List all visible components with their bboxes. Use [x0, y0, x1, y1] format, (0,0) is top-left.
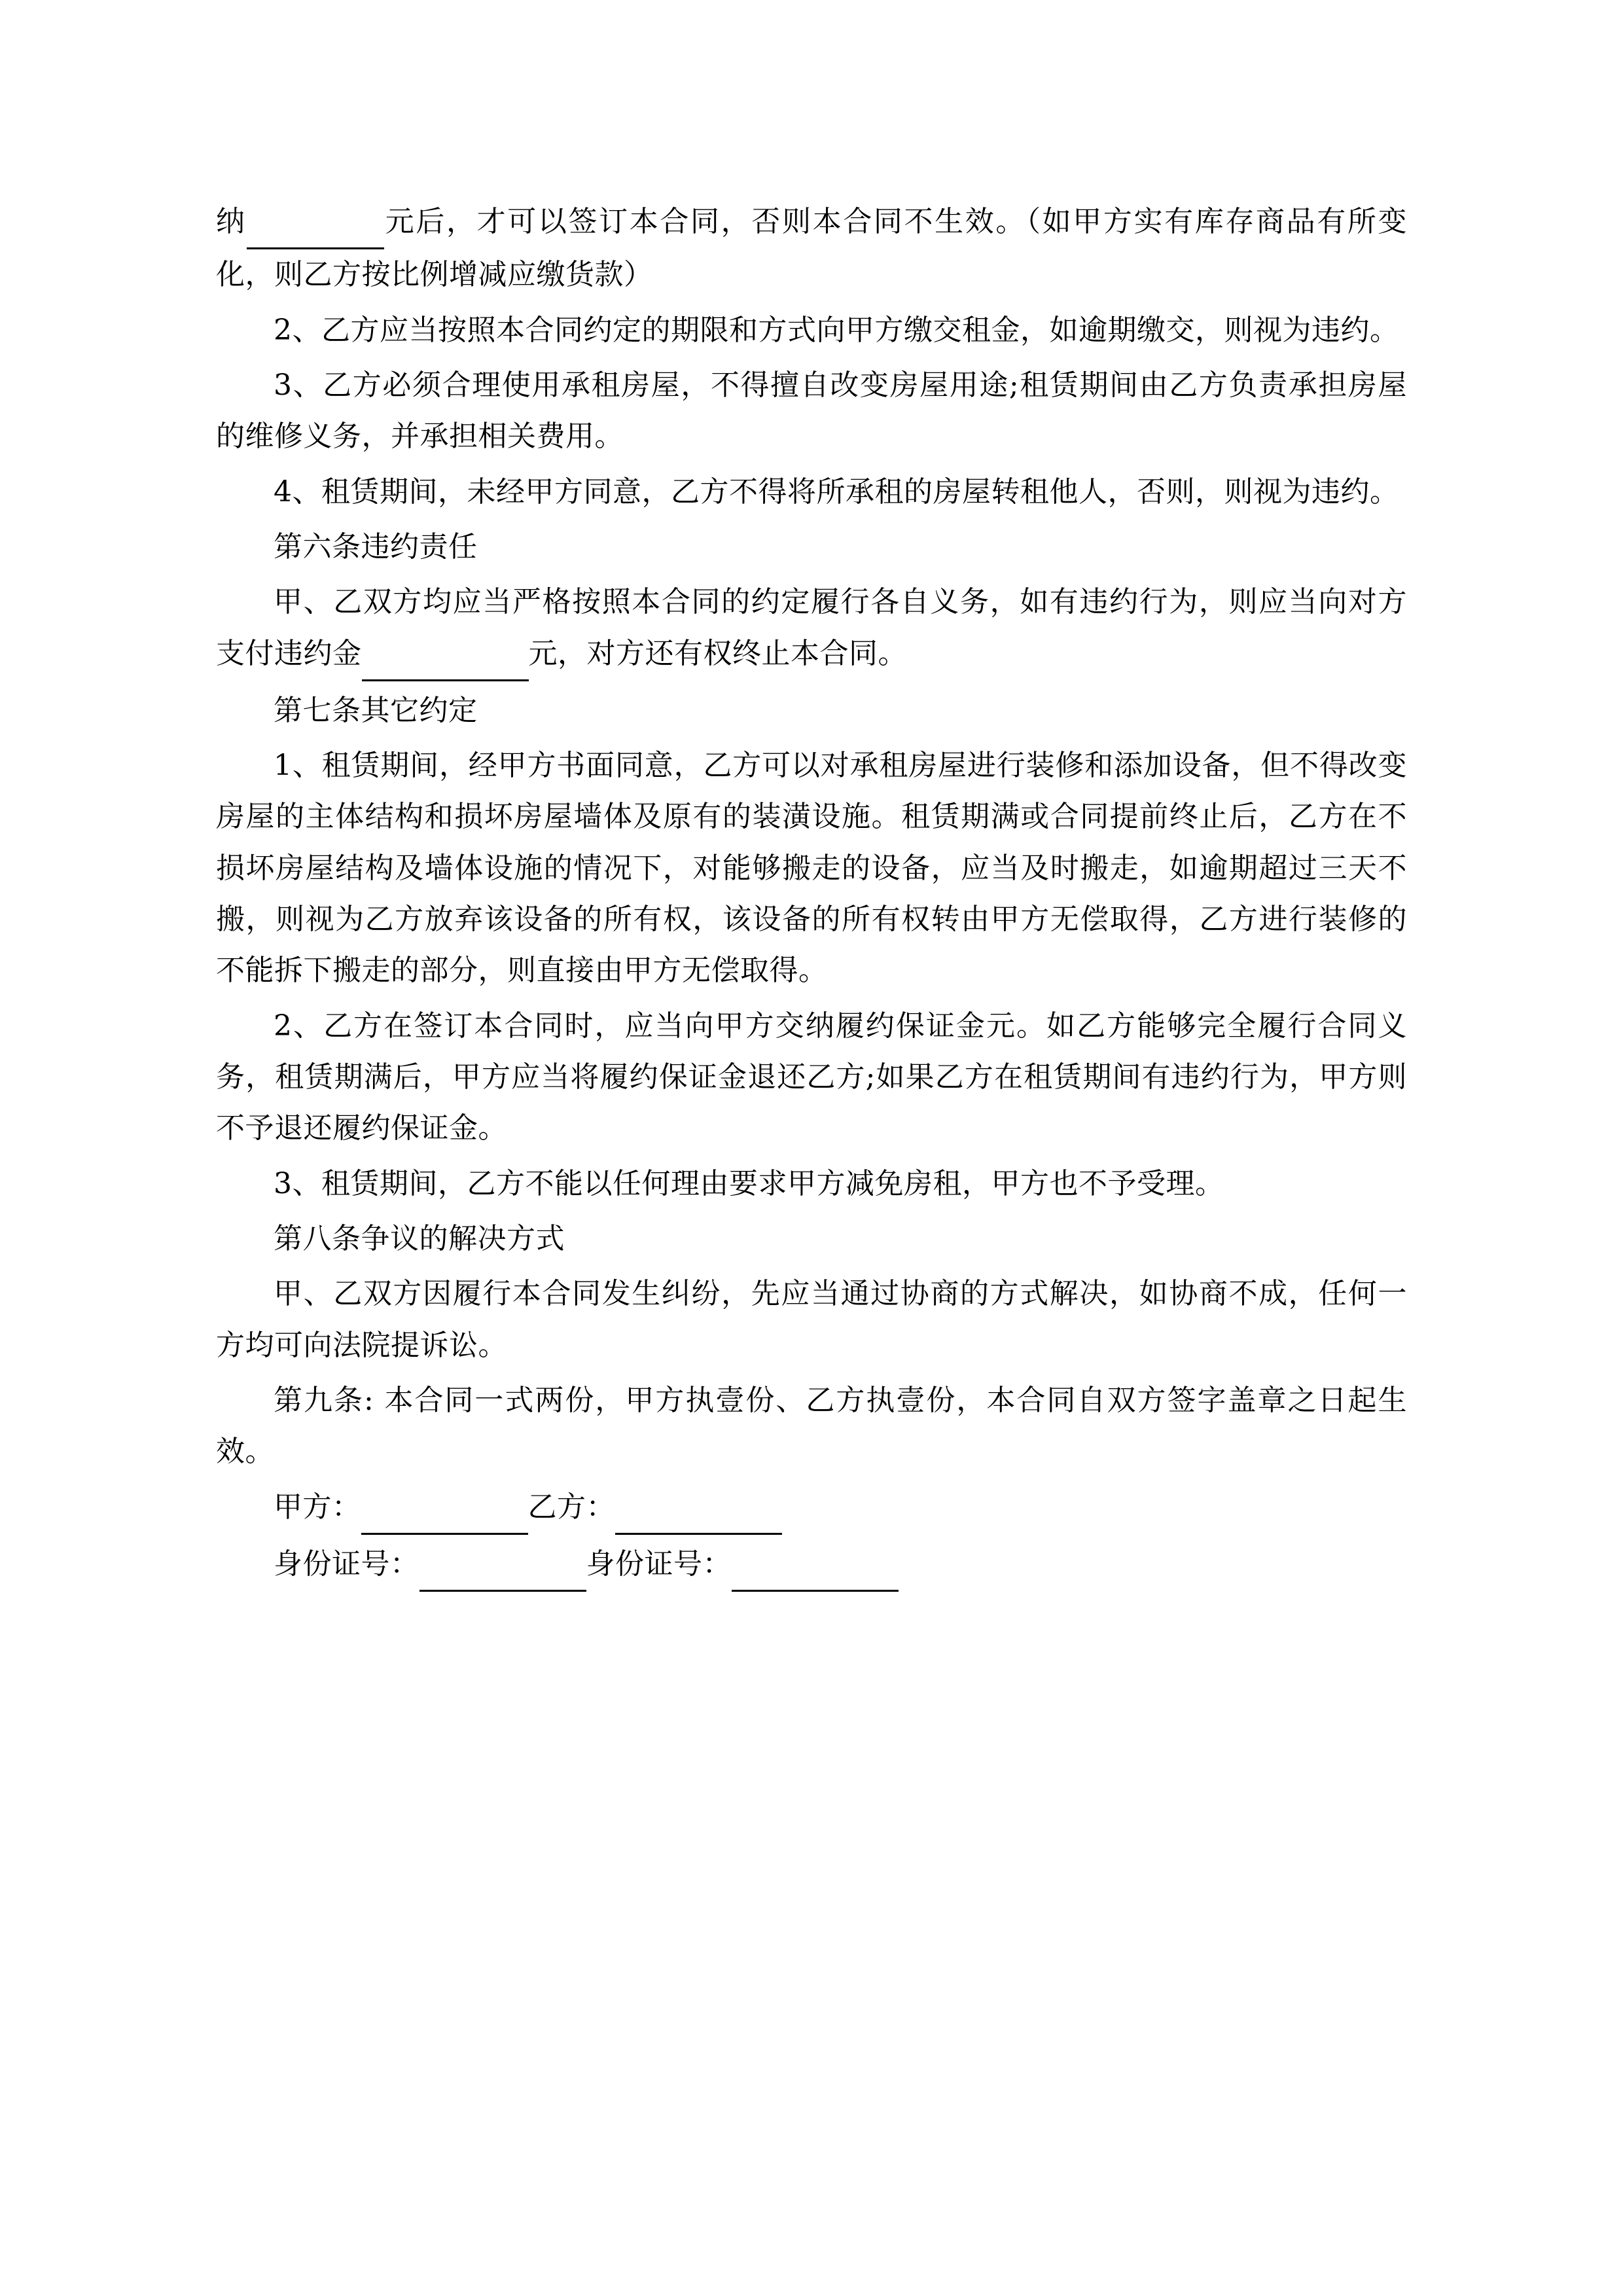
contract-paragraph [216, 360, 1407, 463]
signature-text: 身份证号： [274, 1547, 419, 1581]
signature-text: 身份证号： [586, 1547, 732, 1581]
signature-text: 乙方： [527, 1490, 615, 1524]
contract-body [216, 196, 1407, 1592]
paragraph-text: 2、乙方应当按照本合同约定的期限和方式向甲方缴交租金，如逾期缴交，则视为违约。 [274, 313, 1399, 347]
paragraph-text: 3、乙方必须合理使用承租房屋，不得擅自改变房屋用途;租赁期间由乙方负责承担房屋的维修义务，并承担相关费用。 [216, 368, 1407, 454]
contract-paragraph [216, 1268, 1407, 1371]
signature-fill-blank[interactable] [419, 1539, 586, 1592]
contract-paragraph [216, 577, 1407, 681]
signature-fill-blank[interactable] [615, 1482, 782, 1535]
paragraph-text: 4、租赁期间，未经甲方同意，乙方不得将所承租的房屋转租他人，否则，则视为违约。 [274, 475, 1399, 509]
paragraph-text: 1、租赁期间，经甲方书面同意，乙方可以对承租房屋进行装修和添加设备，但不得改变房屋的主体结构和损坏房屋墙体及原有的装潢设施。租赁期满或合同提前终止后，乙方在不损坏房屋结构及墙体设施的情况下，对能够搬走的设备，应当及时搬走，如逾期超过三天不搬，则视为乙方放弃该设备的所有权，该设备的所有权转由甲方无偿取得，乙方进行装修的不能拆下搬走的部分，则直接由甲方无偿取得。 [216, 749, 1407, 988]
paragraph-text: 第八条争议的解决方式 [274, 1221, 565, 1255]
contract-paragraph [216, 1375, 1407, 1478]
contract-paragraph [216, 522, 1407, 573]
contract-paragraph [216, 1213, 1407, 1265]
contract-paragraph [216, 1001, 1407, 1155]
signature-fill-blank[interactable] [732, 1539, 899, 1592]
contract-paragraph [216, 740, 1407, 997]
paragraph-text: 第七条其它约定 [274, 693, 478, 727]
signature-line [216, 1482, 1407, 1535]
signature-text: 甲方： [274, 1490, 361, 1524]
paragraph-fill-blank[interactable] [362, 628, 529, 681]
paragraph-text: 3、租赁期间，乙方不能以任何理由要求甲方减免房租，甲方也不予受理。 [274, 1166, 1224, 1200]
contract-paragraph [216, 685, 1407, 736]
paragraph-text: 甲、乙双方因履行本合同发生纠纷，先应当通过协商的方式解决，如协商不成，任何一方均可向法院提诉讼。 [216, 1277, 1407, 1362]
contract-paragraph [216, 196, 1407, 301]
paragraph-fill-blank[interactable] [247, 196, 384, 249]
paragraph-text: 甲、乙双方均应当严格按照本合同的约定履行各自义务，如有违约行为，则应当向对方支付违约金 [216, 585, 1407, 670]
signature-fill-blank[interactable] [361, 1482, 528, 1535]
paragraph-text: 纳 [216, 205, 247, 238]
contract-paragraph [216, 1158, 1407, 1210]
paragraph-text: 元，对方还有权终止本合同。 [528, 636, 907, 670]
paragraph-text: 2、乙方在签订本合同时，应当向甲方交纳履约保证金元。如乙方能够完全履行合同义务，租赁期满后，甲方应当将履约保证金退还乙方;如果乙方在租赁期间有违约行为，甲方则不予退还履约保证金。 [216, 1009, 1407, 1145]
paragraph-text: 第九条: 本合同一式两份，甲方执壹份、乙方执壹份，本合同自双方签字盖章之日起生效。 [216, 1383, 1407, 1469]
paragraph-text: 第六条违约责任 [274, 529, 478, 564]
signature-line [216, 1539, 1407, 1592]
paragraph-text: 元后，才可以签订本合同，否则本合同不生效。（如甲方实有库存商品有所变化，则乙方按比例增减应缴货款） [216, 205, 1408, 292]
contract-paragraph [216, 305, 1407, 356]
contract-paragraph [216, 467, 1407, 518]
